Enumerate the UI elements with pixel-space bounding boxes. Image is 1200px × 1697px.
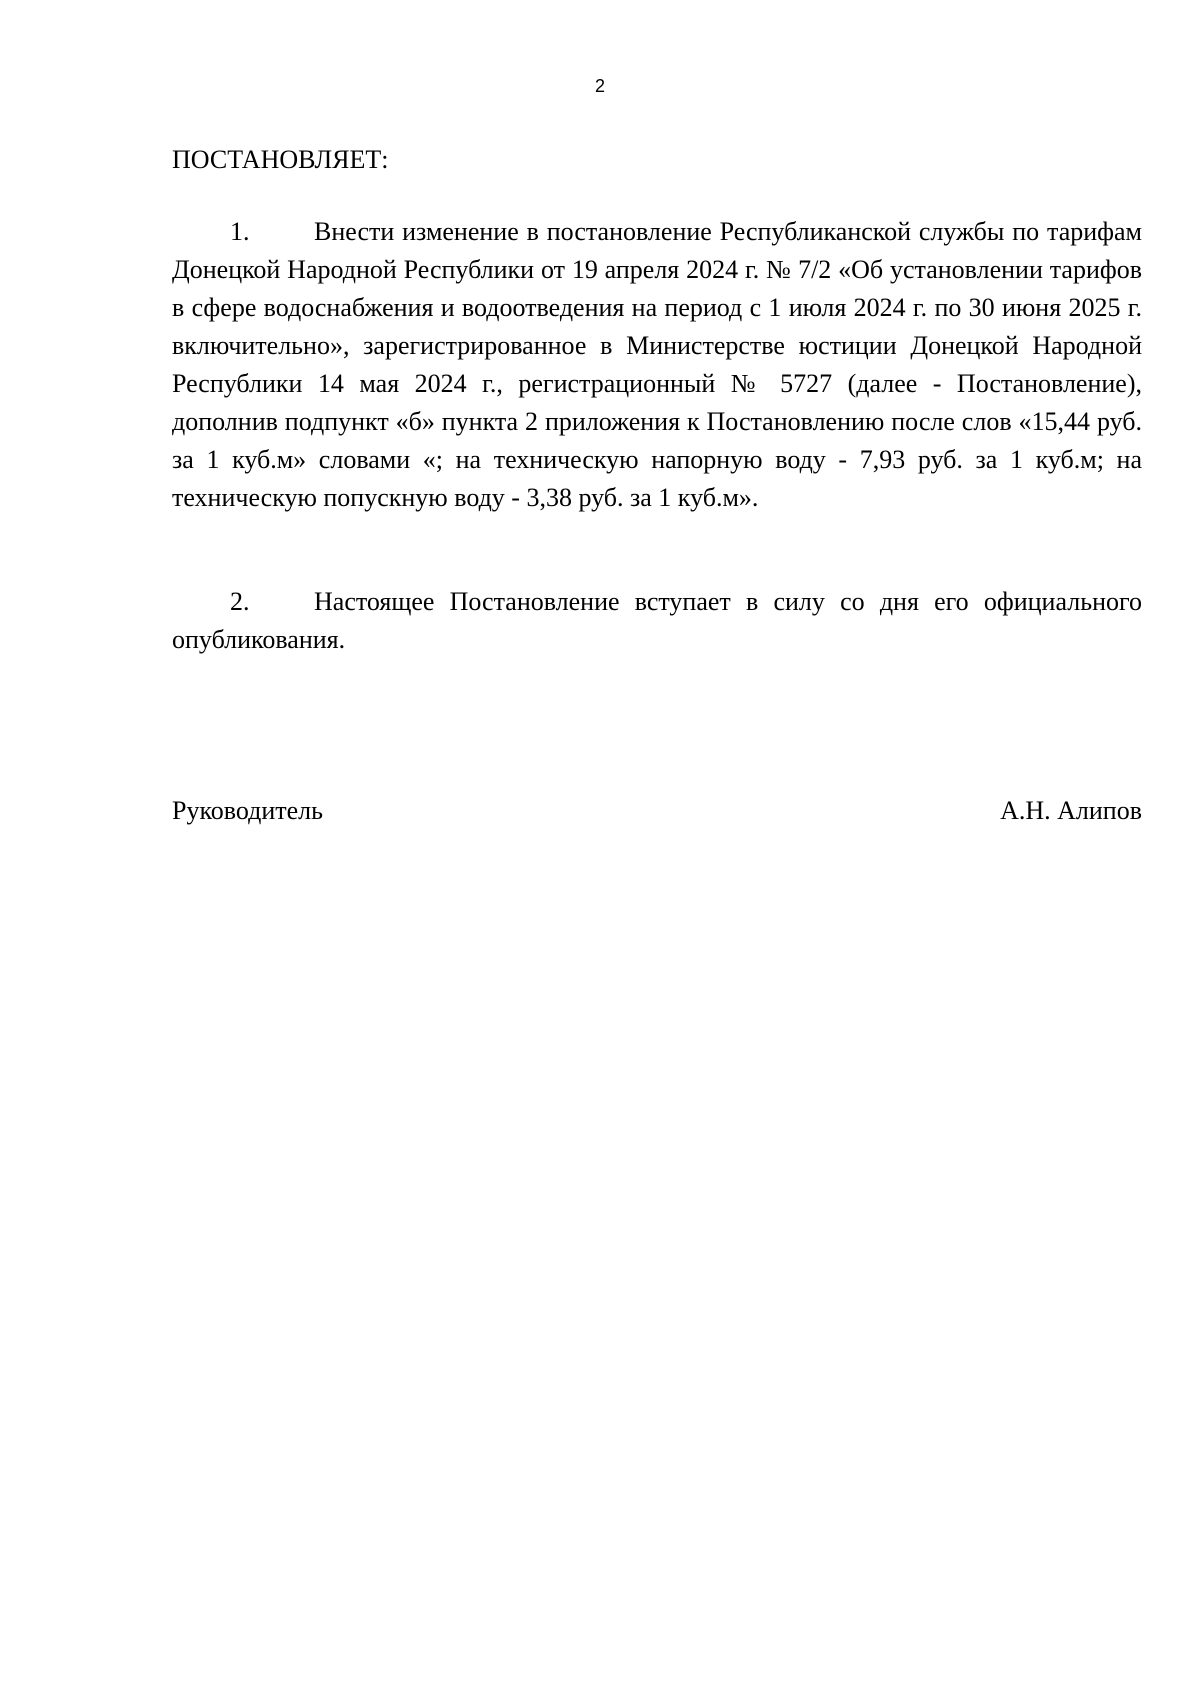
item-text: Настоящее Постановление вступает в силу со дня его официального опубликования. bbox=[172, 587, 1142, 654]
item-text: Внести изменение в постановление Республиканской службы по тарифам Донецкой Народной Республики от 19 апреля 2024 г. № 7/2 «Об установлении тарифов в сфере водоснабжения и водоотведения на период с 1 июля 2024 г. по 30 июня 2025 г. включительно», зарегистрированное в Министерстве юстиции Донецкой Народной Республики 14 мая 2024 г., регистрационный № 5727 (далее - Постановление), дополнив подпункт «б» пункта 2 приложения к Постановлению после слов «15,44 руб. за 1 куб.м» словами «; на техническую напорную воду - 7,93 руб. за 1 куб.м; на техническую попускную воду - 3,38 руб. за 1 куб.м». bbox=[172, 217, 1142, 512]
signatory-name: А.Н. Алипов bbox=[1000, 796, 1142, 825]
page-number: 2 bbox=[594, 76, 605, 96]
signatory-position: Руководитель bbox=[172, 796, 323, 825]
decree-heading: ПОСТАНОВЛЯЕТ: bbox=[172, 145, 389, 174]
decree-item-1 bbox=[172, 213, 1142, 517]
item-number: 2. bbox=[230, 587, 250, 616]
signature-block bbox=[172, 795, 1142, 827]
item-number: 1. bbox=[230, 217, 250, 246]
decree-item-2 bbox=[172, 583, 1142, 659]
